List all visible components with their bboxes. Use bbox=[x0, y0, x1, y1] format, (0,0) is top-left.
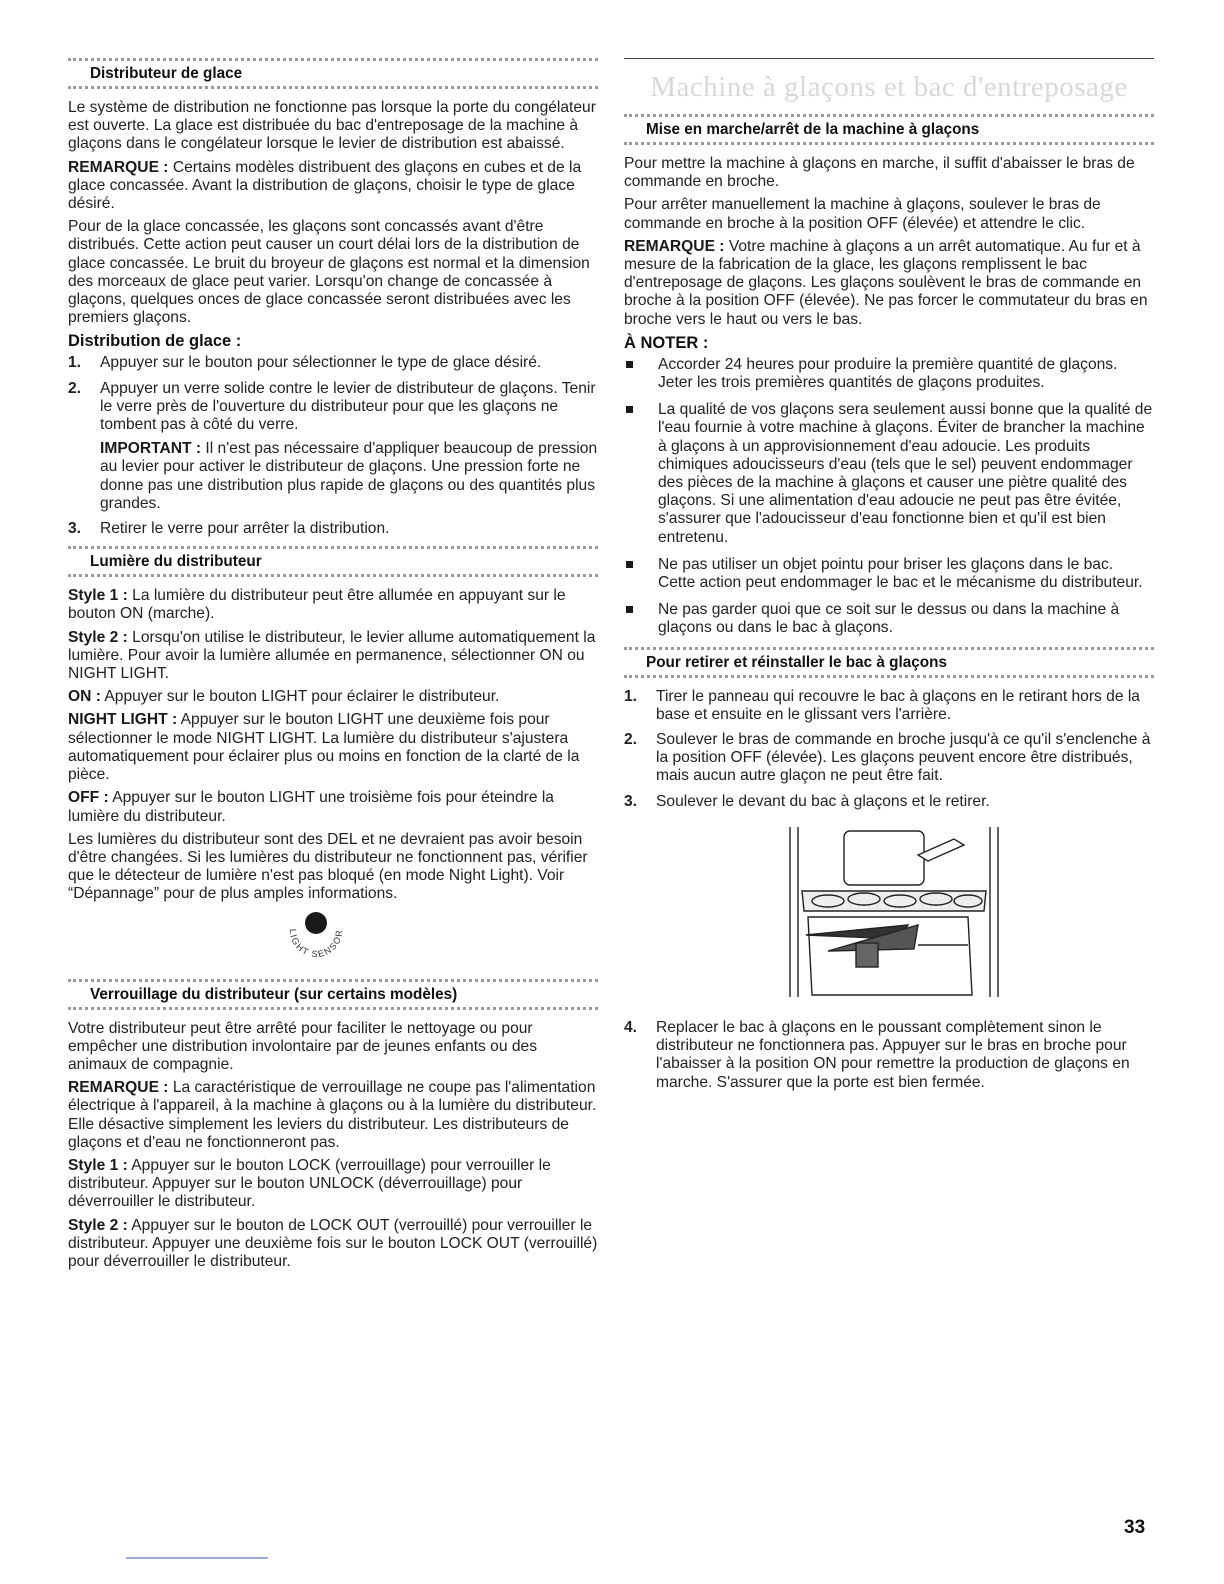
paragraph: Le système de distribution ne fonctionne pas lorsque la porte du congélateur est ouverte. La glace est distribuée du bac d'entreposage de la machine à glaçons dans le congélateur lorsque le levier de distribution est abaissé. bbox=[68, 99, 596, 153]
style1-paragraph bbox=[68, 587, 598, 623]
list-item bbox=[624, 556, 1154, 592]
style2-text: Appuyer sur le bouton de LOCK OUT (verrouillé) pour verrouiller le distributeur. Appuyer une deuxième fois sur le bouton LOCK OUT (verrouillé) pour déverrouiller le distributeur. bbox=[68, 1216, 598, 1270]
style2-text: Lorsqu'on utilise le distributeur, le levier allume automatiquement la lumière. Pour avoir la lumière allumée en permanence, sélectionner ON ou NIGHT LIGHT. bbox=[68, 628, 596, 683]
important-label: IMPORTANT : bbox=[100, 440, 202, 458]
right-column bbox=[624, 58, 1154, 1100]
step-text: Appuyer un verre solide contre le levier de distributeur de glaçons. Tenir le verre près de l'ouverture du distributeur pour que les glaçons ne tombent pas à côté du verre. bbox=[100, 379, 596, 434]
remarque-label: REMARQUE : bbox=[624, 237, 725, 255]
list-item bbox=[624, 731, 1154, 786]
list-item bbox=[68, 380, 598, 513]
steps-list bbox=[624, 688, 1154, 811]
step-text: Soulever le bras de commande en broche jusqu'à ce qu'il s'enclenche à la position OFF (élevée). Les glaçons peuvent encore être distribués, mais aucun autre glaçon ne peut être fait. bbox=[656, 731, 1151, 785]
section-heading-distributeur-glace: Distributeur de glace bbox=[68, 58, 598, 89]
night-light-label: NIGHT LIGHT : bbox=[68, 711, 178, 729]
step-text: Soulever le devant du bac à glaçons et le retirer. bbox=[656, 792, 990, 810]
style2-paragraph bbox=[68, 1217, 598, 1272]
section-heading-mise-en-marche: Mise en marche/arrêt de la machine à glaçons bbox=[624, 114, 1154, 145]
remarque-paragraph bbox=[68, 159, 598, 214]
square-bullet-icon bbox=[626, 361, 633, 368]
ice-bin-illustration bbox=[768, 825, 1018, 1005]
section-heading-lumiere: Lumière du distributeur bbox=[68, 546, 598, 577]
on-paragraph bbox=[68, 688, 598, 706]
style2-label: Style 2 : bbox=[68, 628, 128, 646]
list-item bbox=[624, 356, 1154, 392]
style2-label: Style 2 : bbox=[68, 1216, 128, 1234]
on-label: ON : bbox=[68, 688, 101, 706]
remarque-text: La caractéristique de verrouillage ne coupe pas l'alimentation électrique à l'appareil, à la machine à glaçons ou à la lumière du distributeur. Elle désactive simplement les leviers du distributeur. Les distributeurs de glaçons et d'eau ne fonctionneront pas. bbox=[68, 1079, 597, 1151]
bullet-text: La qualité de vos glaçons sera seulement aussi bonne que la qualité de l'eau fournie à votre machine à glaçons. Éviter de brancher la machine à glaçons à un approvisionnement d'eau adoucie. Les produits chimiques adoucisseurs d'eau (tels que le sel) peuvent endommager des pièces de la machine à glaçons et causer une piètre qualité des glaçons. Si une alimentation d'eau adoucie ne peut pas être évitée, s'assurer que l'adoucisseur d'eau fonctionne bien et qu'il est bien entretenu. bbox=[658, 401, 1153, 546]
off-paragraph bbox=[68, 789, 598, 825]
style1-label: Style 1 : bbox=[68, 1156, 128, 1174]
square-bullet-icon bbox=[626, 406, 633, 413]
paragraph: Pour de la glace concassée, les glaçons sont concassés avant d'être distribués. Cette action peut causer un court délai lors de la distribution de glace concassée. Le bruit du broyeur de glaçons est normal et la dimension des morceaux de glace peut varier. Lorsqu'on change de concassée à glaçons, quelques onces de glace concassée seront distribuées avec les premiers glaçons. bbox=[68, 218, 590, 327]
paragraph: Votre distributeur peut être arrêté pour faciliter le nettoyage ou pour empêcher une distribution involontaire par de jeunes enfants ou des animaux de compagnie. bbox=[68, 1019, 537, 1073]
style1-text: La lumière du distributeur peut être allumée en appuyant sur le bouton ON (marche). bbox=[68, 587, 566, 623]
step-number: 3. bbox=[68, 520, 82, 538]
list-item bbox=[624, 601, 1154, 637]
list-item bbox=[68, 520, 598, 538]
steps-list-continued bbox=[624, 1019, 1154, 1092]
step-number: 2. bbox=[624, 731, 638, 749]
light-sensor-dot bbox=[305, 912, 327, 934]
page-section-title: Machine à glaçons et bac d'entreposage bbox=[624, 58, 1154, 110]
remarque-label: REMARQUE : bbox=[68, 158, 169, 176]
step-text: Retirer le verre pour arrêter la distribution. bbox=[100, 520, 390, 538]
style2-paragraph bbox=[68, 629, 598, 684]
notes-list bbox=[624, 356, 1154, 638]
left-column bbox=[68, 58, 598, 1276]
steps-list bbox=[68, 354, 598, 538]
style1-text: Appuyer sur le bouton LOCK (verrouillage) pour verrouiller le distributeur. Appuyer sur le bouton UNLOCK (déverrouillage) pour déverrouiller le distributeur. bbox=[68, 1156, 551, 1211]
section-heading-verrouillage: Verrouillage du distributeur (sur certains modèles) bbox=[68, 979, 598, 1010]
bullet-text: Ne pas utiliser un objet pointu pour briser les glaçons dans le bac. Cette action peut endommager le bac et le mécanisme du distributeur. bbox=[658, 555, 1143, 592]
step-number: 1. bbox=[624, 687, 638, 705]
off-text: Appuyer sur le bouton LIGHT une troisième fois pour éteindre la lumière du distributeur. bbox=[68, 789, 554, 825]
list-item bbox=[624, 1019, 1154, 1092]
off-label: OFF : bbox=[68, 789, 109, 807]
subheading-distribution-glace: Distribution de glace : bbox=[68, 332, 242, 351]
remarque-text: Votre machine à glaçons a un arrêt automatique. Au fur et à mesure de la fabrication de la glace, les glaçons remplissent le bac d'entreposage de glaçons. Les glaçons soulèvent le bras de commande en broche à la position OFF (élevée). Ne pas forcer le commutateur du bras en broche vers le haut ou vers le bas. bbox=[624, 237, 1148, 328]
step-text: Replacer le bac à glaçons en le poussant complètement sinon le distributeur ne fonctionnera pas. Appuyer sur le bras en broche pour l'abaisser à la position ON pour remettre la production de glaçons en marche. S'assurer que la porte est bien fermée. bbox=[656, 1018, 1130, 1091]
step-number: 1. bbox=[68, 354, 82, 372]
square-bullet-icon bbox=[626, 606, 633, 613]
step-text: Appuyer sur le bouton pour sélectionner le type de glace désiré. bbox=[100, 354, 542, 372]
square-bullet-icon bbox=[626, 561, 633, 568]
night-light-text: Appuyer sur le bouton LIGHT une deuxième fois pour sélectionner le mode NIGHT LIGHT. La lumière du distributeur s'ajustera automatiquement pour éclairer plus ou moins en fonction de la clarté de la pièce. bbox=[68, 711, 580, 784]
night-light-paragraph bbox=[68, 711, 598, 784]
page-number: 33 bbox=[1124, 1517, 1146, 1538]
light-sensor-label: LIGHT SENSOR bbox=[287, 927, 345, 959]
list-item bbox=[624, 401, 1154, 547]
paragraph: Pour arrêter manuellement la machine à glaçons, soulever le bras de commande en broche à la position OFF (élevée) et attendre le clic. bbox=[624, 196, 1101, 232]
remarque-label: REMARQUE : bbox=[68, 1079, 169, 1097]
step-number: 2. bbox=[68, 379, 82, 397]
bullet-text: Accorder 24 heures pour produire la première quantité de glaçons. Jeter les trois premières quantités de glaçons produites. bbox=[658, 355, 1118, 392]
style1-label: Style 1 : bbox=[68, 587, 128, 605]
on-text: Appuyer sur le bouton LIGHT pour éclairer le distributeur. bbox=[100, 688, 500, 706]
style1-paragraph bbox=[68, 1157, 598, 1212]
list-item bbox=[624, 688, 1154, 724]
section-heading-retirer-bac: Pour retirer et réinstaller le bac à glaçons bbox=[624, 647, 1154, 678]
step-text: Tirer le panneau qui recouvre le bac à glaçons en le retirant hors de la base et ensuite en le glissant vers l'arrière. bbox=[656, 687, 1140, 723]
remarque-paragraph bbox=[624, 238, 1154, 329]
step-number: 4. bbox=[624, 1018, 638, 1036]
paragraph: Pour mettre la machine à glaçons en marche, il suffit d'abaisser le bras de commande en broche. bbox=[624, 155, 1135, 191]
light-sensor-icon bbox=[280, 909, 352, 967]
important-note bbox=[100, 440, 598, 513]
list-item bbox=[624, 793, 1154, 811]
remarque-text: Certains modèles distribuent des glaçons en cubes et de la glace concassée. Avant la distribution de glaçons, choisir le type de glace désiré. bbox=[68, 158, 582, 213]
subheading-a-noter: À NOTER : bbox=[624, 333, 709, 352]
list-item bbox=[68, 354, 598, 372]
led-paragraph: Les lumières du distributeur sont des DEL et ne devraient pas avoir besoin d'être changées. Si les lumières du distributeur ne fonctionnent pas, vérifier que le détecteur de lumière n'est pas bloqué (en mode Night Light). Voir “Dépannage” pour de plus amples informations. bbox=[68, 830, 588, 903]
bullet-text: Ne pas garder quoi que ce soit sur le dessus ou dans la machine à glaçons ou dans le bac à glaçons. bbox=[658, 601, 1120, 637]
remarque-paragraph bbox=[68, 1079, 598, 1152]
important-text: Il n'est pas nécessaire d'appliquer beaucoup de pression au levier pour activer le distributeur de glaçons. Une pression forte ne donne pas une distribution plus rapide de glaçons ou des quantités plus grandes. bbox=[100, 440, 598, 512]
footer-rule bbox=[126, 1557, 268, 1559]
step-number: 3. bbox=[624, 792, 638, 810]
